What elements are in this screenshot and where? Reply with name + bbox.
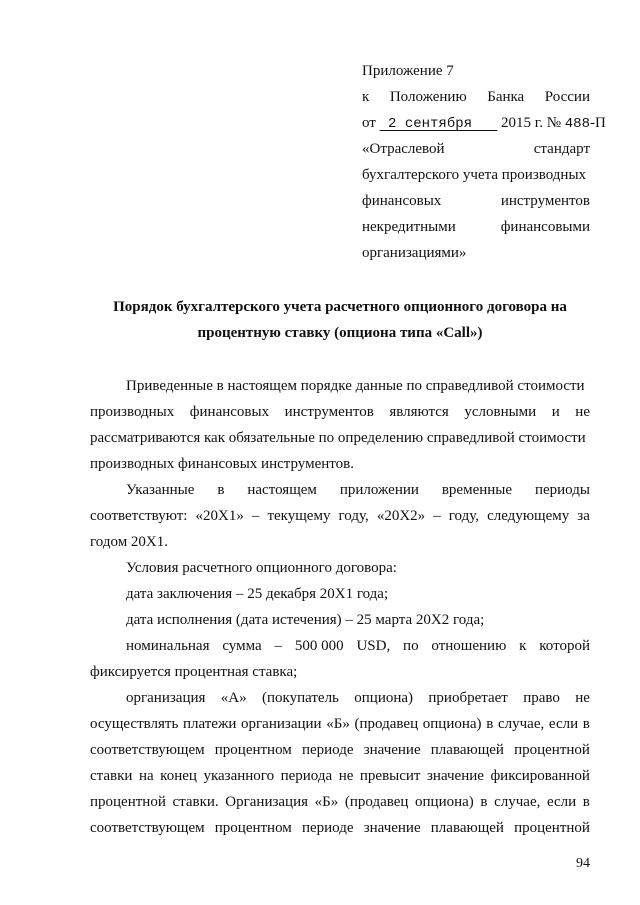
header-word: финансовых (362, 193, 442, 209)
header-word: финансовыми (500, 219, 590, 235)
word: периоды (534, 482, 590, 498)
word: периоде (301, 742, 354, 758)
header-line-date (362, 112, 606, 134)
word: право (523, 690, 560, 706)
word: значение (363, 742, 421, 758)
word: – (251, 508, 260, 524)
word: году, (448, 508, 480, 524)
word: Указанные (126, 482, 195, 498)
word: временные (441, 482, 513, 498)
paragraph-line: производных финансовых инструментов. (90, 456, 354, 472)
word: настоящем (247, 482, 317, 498)
header-word: Банка (487, 89, 525, 105)
paragraph-line: годом 20Х1. (90, 534, 169, 550)
word: соответствующем (90, 742, 205, 758)
header-word: стандарт (533, 141, 590, 157)
word: «Б» (314, 794, 339, 810)
word: – (433, 508, 441, 524)
word: значение (363, 820, 421, 836)
word: отношению (431, 638, 507, 654)
header-word: Положению (389, 89, 467, 105)
word: «20Х2» (376, 508, 426, 524)
paragraph-line (90, 766, 590, 786)
paragraph-line (126, 480, 590, 500)
word: в (582, 716, 590, 732)
word: если (546, 794, 577, 810)
word: превысит (359, 768, 421, 784)
date-prefix: от (362, 115, 376, 131)
word: производных (90, 404, 175, 420)
word: соответствующем (90, 820, 205, 836)
header-line-accounting: бухгалтерского учета производных (362, 167, 587, 183)
word: году, (338, 508, 369, 524)
word: осуществлять (90, 716, 179, 732)
paragraph-line (90, 818, 590, 838)
word: опциона) (415, 794, 474, 810)
word: следующему (487, 508, 570, 524)
paragraph-line (90, 792, 590, 812)
word: приобретает (428, 690, 508, 706)
appendix-number: Приложение 7 (362, 63, 454, 79)
word: ставки (90, 768, 133, 784)
page-number: 94 (576, 856, 590, 871)
word: фиксированной (490, 768, 590, 784)
year-label: 2015 г. № (501, 115, 562, 131)
word: организации (241, 716, 322, 732)
word: в (582, 794, 590, 810)
word: Организация (225, 794, 309, 810)
word: организация (126, 690, 206, 706)
word: платежи (182, 716, 237, 732)
word: «Б» (326, 716, 350, 732)
word: соответствуют: (90, 508, 188, 524)
header-word: некредитными (362, 219, 456, 235)
paragraph-line (90, 402, 590, 422)
word: «20Х1» (195, 508, 244, 524)
word: номинальная (126, 638, 210, 654)
paragraph-line: Условия расчетного опционного договора: (126, 560, 397, 576)
paragraph-line: дата исполнения (дата истечения) – 25 марта 20Х2 года; (126, 612, 485, 628)
word: случае, (497, 716, 545, 732)
word: периода (280, 768, 333, 784)
document-title-line1: Порядок бухгалтерского учета расчетного опционного договора на (113, 299, 567, 315)
word: (продавец (344, 794, 409, 810)
word: 500 000 (294, 638, 344, 654)
header-word: к (362, 89, 370, 105)
word: финансовых (189, 404, 270, 420)
word: плавающей (430, 742, 504, 758)
header-word: инструментов (500, 193, 590, 209)
paragraph-line: дата заключения – 25 декабря 20Х1 года; (126, 586, 389, 602)
word: по (403, 638, 419, 654)
word: USD, (356, 638, 391, 654)
word: процентном (214, 820, 292, 836)
header-word: «Отраслевой (362, 141, 445, 157)
word: «А» (220, 690, 247, 706)
paragraph-line: рассматриваются как обязательные по определению справедливой стоимости (90, 430, 586, 446)
word: сумма (222, 638, 262, 654)
header-line-regulation (362, 86, 590, 108)
word: значение (427, 768, 484, 784)
regulation-number: 488 (564, 116, 590, 132)
word: не (338, 768, 354, 784)
word: которой (539, 638, 590, 654)
word: (покупатель (261, 690, 339, 706)
word: приложении (339, 482, 419, 498)
word: процентной (90, 794, 166, 810)
word: конец (160, 768, 197, 784)
header-line-organizations: организациями» (362, 245, 467, 261)
word: текущему (267, 508, 331, 524)
word: если (548, 716, 579, 732)
word: ставки. (172, 794, 219, 810)
paragraph-line (126, 688, 590, 708)
header-line-financial (362, 190, 590, 212)
word: опциона) (422, 716, 482, 732)
word: в (217, 482, 225, 498)
header-line-noncredit (362, 216, 590, 238)
paragraph-line (90, 714, 590, 734)
word: не (575, 690, 590, 706)
header-word: России (544, 89, 590, 105)
date-stamp: 2 сентября (388, 116, 473, 132)
header-line-standard (362, 138, 590, 160)
word: плавающей (430, 820, 504, 836)
word: процентной (514, 742, 590, 758)
paragraph-line: фиксируется процентная ставка; (90, 664, 298, 680)
word: на (138, 768, 154, 784)
word: указанного (203, 768, 275, 784)
document-title-line2: процентную ставку (опциона типа «Call») (197, 325, 483, 341)
word: условными (464, 404, 537, 420)
word: в (486, 716, 494, 732)
paragraph-line (90, 740, 590, 760)
word: (продавец (354, 716, 419, 732)
word: – (274, 638, 282, 654)
word: и (551, 404, 560, 420)
paragraph-line (126, 636, 590, 656)
paragraph-line: Приведенные в настоящем порядке данные по справедливой стоимости (126, 378, 585, 394)
word: периоде (301, 820, 354, 836)
word: являются (389, 404, 449, 420)
word: инструментов (284, 404, 374, 420)
word: за (577, 508, 590, 524)
word: случае, (494, 794, 541, 810)
word: в (480, 794, 488, 810)
word: к (519, 638, 527, 654)
word: не (575, 404, 590, 420)
word: опциона) (354, 690, 414, 706)
word: процентном (214, 742, 292, 758)
word: процентной (514, 820, 590, 836)
regulation-suffix: -П (590, 115, 606, 131)
paragraph-line (90, 506, 590, 526)
